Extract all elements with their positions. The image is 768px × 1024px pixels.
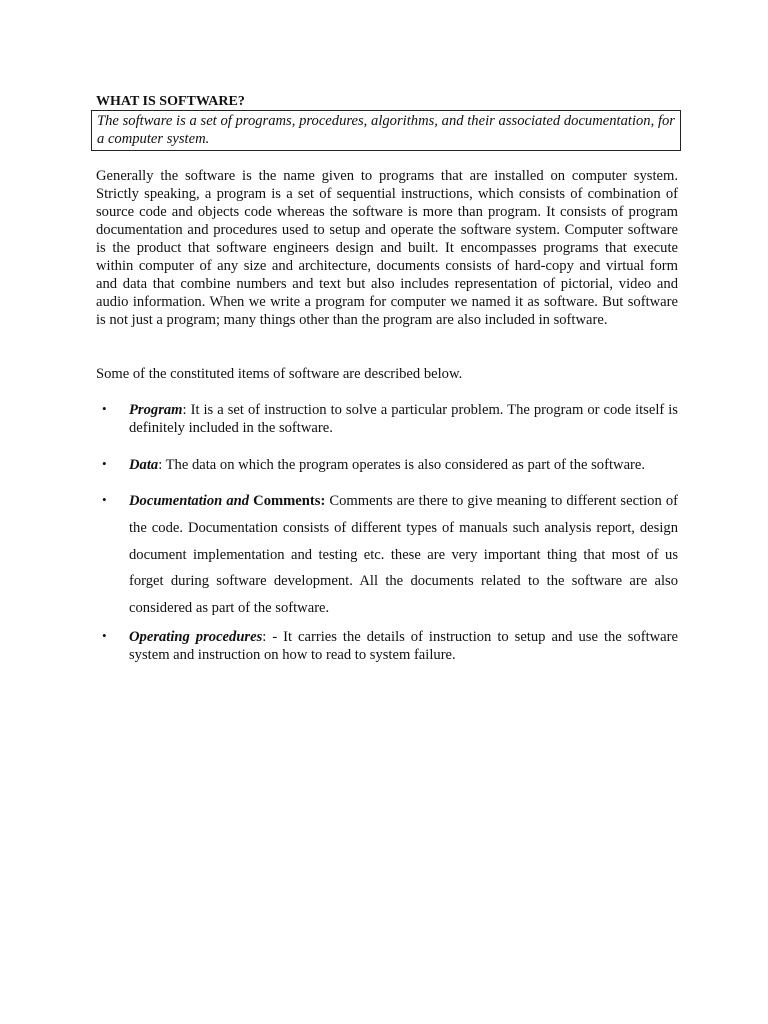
bullet-icon: • — [102, 401, 107, 416]
bullet-icon: • — [102, 492, 107, 507]
list-item-body — [129, 488, 678, 622]
list-item-text: : The data on which the program operates is also considered as part of the software. — [158, 457, 646, 473]
bullet-icon: • — [102, 628, 107, 643]
bullet-icon: • — [102, 456, 107, 471]
list-item-body — [129, 401, 678, 437]
list-item-body — [129, 628, 678, 664]
list-item-term: Data — [129, 457, 159, 473]
list-item-term: Documentation and — [129, 493, 250, 509]
main-paragraph: Generally the software is the name given to programs that are installed on computer system. Strictly speaking, a program is a set of sequential instructions, which consists of combination of source code and objects code whereas the software is more than program. It consists of program documentation and procedures used to setup and operate the software system. Computer software is the product that software engineers design and built. It encompasses programs that execute within computer of any size and architecture, documents consists of hard-copy and virtual form and data that combine numbers and text but also includes representation of pictorial, video and audio information. When we write a program for computer we named it as software. But software is not just a program; many things other than the program are also included in software. — [96, 168, 678, 328]
intro-paragraph: Some of the constituted items of software are described below. — [96, 366, 463, 382]
definition-box: The software is a set of programs, procedures, algorithms, and their associated documentation, for a computer system. — [91, 110, 681, 151]
page-title: WHAT IS SOFTWARE? — [96, 94, 245, 109]
list-item-term: Program — [129, 402, 183, 418]
list-item-text: : It is a set of instruction to solve a particular problem. The program or code itself is definitely included in the software. — [129, 402, 678, 436]
list-item-text: Comments are there to give meaning to different section of the code. Documentation consists of different types of manuals such analysis report, design document implementation and testing etc. these are very important thing that most of us forget during software development. All the documents related to the software are also considered as part of the software. — [129, 493, 678, 617]
list-item-term-extra: Comments: — [253, 493, 326, 509]
list-item-text: : - It carries the details of instruction to setup and use the software system and instruction on how to read to system failure. — [129, 629, 678, 663]
list-item-body — [129, 456, 678, 474]
list-item-term: Operating procedures — [129, 629, 263, 645]
